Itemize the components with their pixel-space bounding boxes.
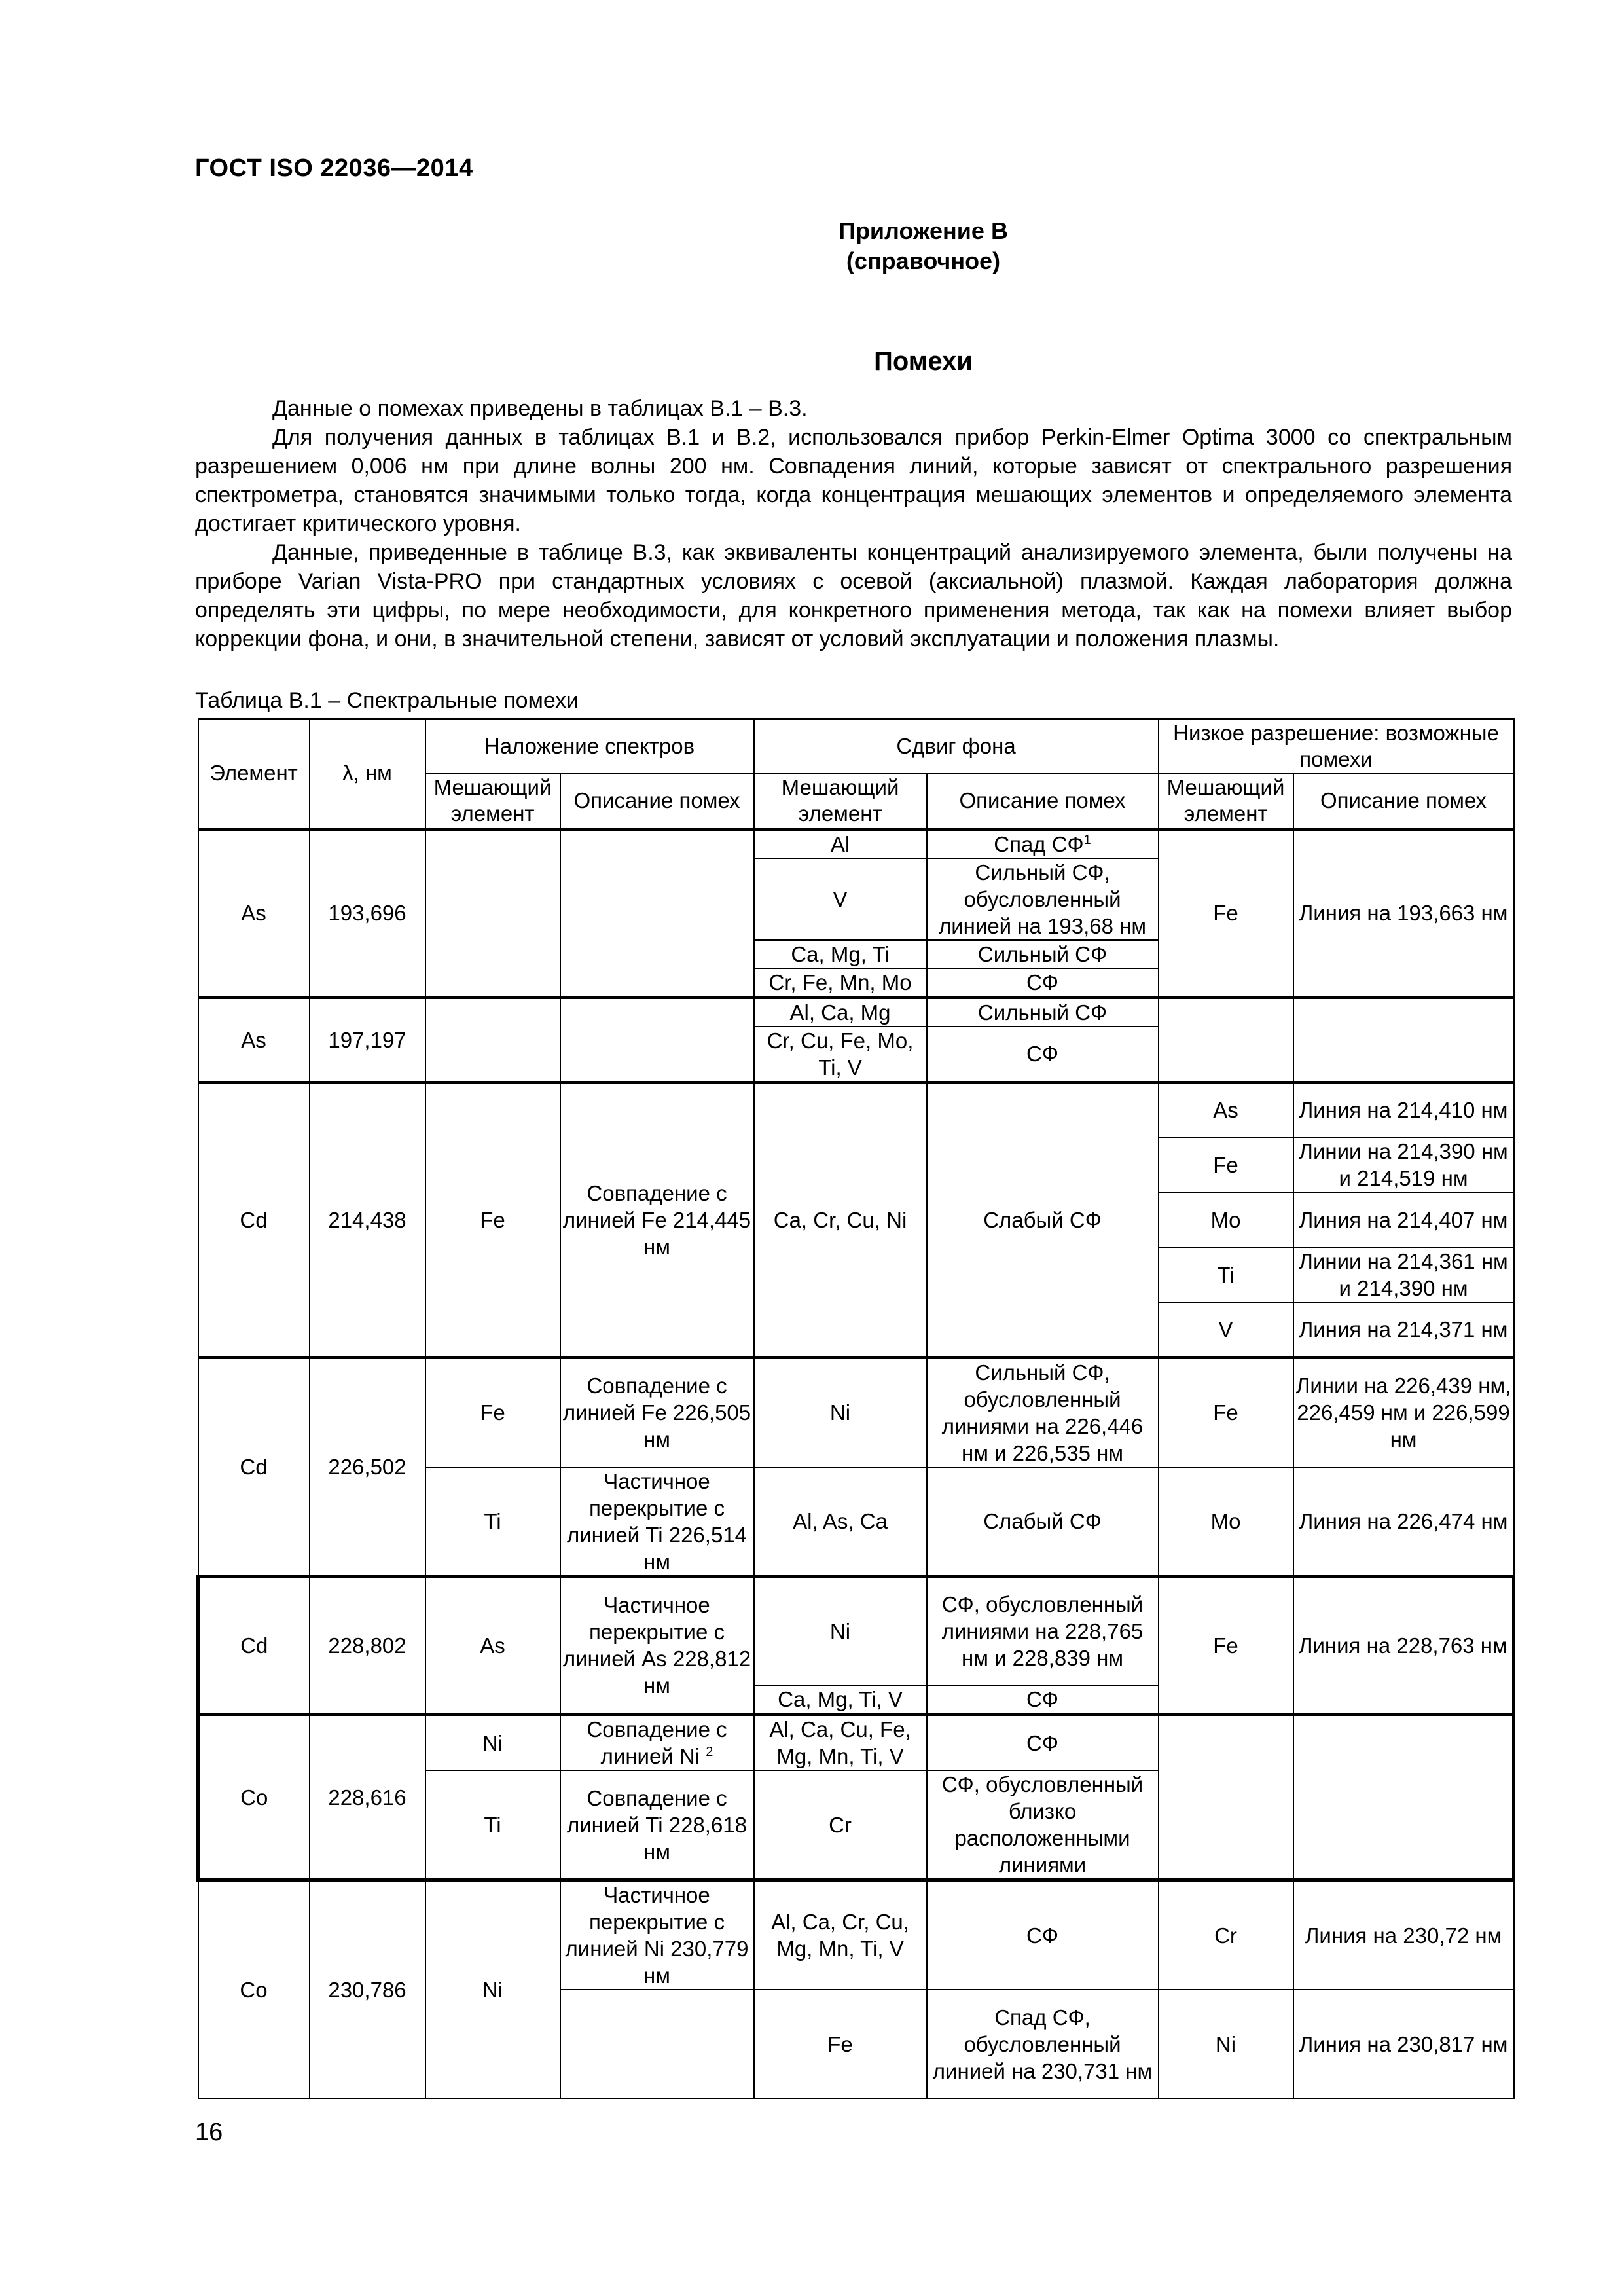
cell-bg-description: Слабый СФ: [927, 1082, 1159, 1357]
cell-lr-element: Ni: [1159, 1990, 1293, 2098]
cell-lr-element: Cr: [1159, 1880, 1293, 1990]
cell-element: As: [198, 829, 310, 997]
cell-bg-description: Спад СФ, обусловленный линией на 230,731 нм: [927, 1990, 1159, 2098]
cell-bg-element: Cr, Cu, Fe, Mo, Ti, V: [754, 1027, 927, 1083]
cell-element: Cd: [198, 1576, 310, 1715]
header-interfering: Мешающий элемент: [1159, 773, 1293, 829]
cell-overlap-element: Ni: [425, 1715, 560, 1771]
cell-overlap-element: Fe: [425, 1082, 560, 1357]
cell-overlap-description: Частичное перекрытие с линией Ti 226,514 нм: [560, 1467, 754, 1577]
cell-bg-element: Ca, Cr, Cu, Ni: [754, 1082, 927, 1357]
cell-overlap-element: [425, 829, 560, 997]
header-element: Элемент: [198, 719, 310, 829]
page-number: 16: [195, 2119, 223, 2146]
table-group-cd-228: [198, 1576, 1514, 1715]
table-group-co-230: [198, 1880, 1514, 2099]
header-description: Описание помех: [560, 773, 754, 829]
header-low-res: Низкое разрешение: возможные помехи: [1159, 719, 1514, 773]
cell-overlap-element: Ni: [425, 1880, 560, 2099]
cell-bg-element: Al, As, Ca: [754, 1467, 927, 1577]
cell-overlap-description: Совпадение с линией Fe 226,505 нм: [560, 1357, 754, 1467]
cell-bg-element: Al, Ca, Cr, Cu, Mg, Mn, Ti, V: [754, 1880, 927, 1990]
cell-lr-element: [1159, 997, 1293, 1082]
cell-bg-element: Cr: [754, 1770, 927, 1880]
cell-bg-element: Al, Ca, Mg: [754, 997, 927, 1027]
cell-lr-description: Линии на 214,390 нм и 214,519 нм: [1293, 1137, 1514, 1192]
cell-bg-description: Слабый СФ: [927, 1467, 1159, 1577]
cell-overlap-description: Частичное перекрытие с линией Ni 230,779 нм: [560, 1880, 754, 1990]
header-description: Описание помех: [1293, 773, 1514, 829]
paragraph: Данные о помехах приведены в таблицах В.1 – В.3.: [272, 396, 808, 421]
cell-element: Cd: [198, 1357, 310, 1576]
cell-bg-description: СФ: [927, 1880, 1159, 1990]
cell-element: Cd: [198, 1082, 310, 1357]
cell-lr-description: Линия на 228,763 нм: [1293, 1576, 1514, 1715]
section-title: Помехи: [874, 347, 973, 376]
cell-wavelength: 197,197: [310, 997, 425, 1082]
cell-lr-description: [1293, 1715, 1514, 1880]
spectral-interference-table: [196, 718, 1515, 2099]
cell-overlap-element: Fe: [425, 1357, 560, 1467]
cell-bg-element: V: [754, 858, 927, 940]
cell-bg-element: Al: [754, 829, 927, 858]
cell-lr-element: Ti: [1159, 1247, 1293, 1302]
cell-wavelength: 214,438: [310, 1082, 425, 1357]
paragraph: Для получения данных в таблицах В.1 и В.2, использовался прибор Perkin-Elmer Optima 3000 со спектральным разрешением 0,006 нм при длине волны 200 нм. Совпадения линий, которые зависят от спектрального разрешения спектрометра, становятся значимыми только тогда, когда концентрация мешающих элементов и определяемого элемента достигает критического уровня.: [195, 425, 1512, 536]
cell-overlap-description: Совпадение с линией Ti 228,618 нм: [560, 1770, 754, 1880]
cell-overlap-description: [560, 1990, 754, 2098]
table-group-as-193: [198, 829, 1514, 997]
cell-wavelength: 228,802: [310, 1576, 425, 1715]
appendix-type: (справочное): [846, 247, 1001, 274]
table-group-cd-226: [198, 1357, 1514, 1576]
cell-bg-description: Сильный СФ, обусловленный линией на 193,68 нм: [927, 858, 1159, 940]
cell-lr-description: Линия на 214,407 нм: [1293, 1192, 1514, 1247]
cell-lr-description: Линия на 214,371 нм: [1293, 1302, 1514, 1357]
header-overlap: Наложение спектров: [425, 719, 754, 773]
header-interfering: Мешающий элемент: [425, 773, 560, 829]
table-caption: Таблица В.1 – Спектральные помехи: [195, 688, 579, 713]
cell-overlap-element: As: [425, 1576, 560, 1715]
cell-lr-element: As: [1159, 1082, 1293, 1137]
cell-lr-description: Линии на 226,439 нм, 226,459 нм и 226,599 нм: [1293, 1357, 1514, 1467]
table-group-co-228: [198, 1715, 1514, 1880]
cell-wavelength: 230,786: [310, 1880, 425, 2099]
paragraph: Данные, приведенные в таблице В.3, как эквиваленты концентраций анализируемого элемента, были получены на приборе Varian Vista-PRO при стандартных условиях с осевой (аксиальной) плазмой. Каждая лаборатория должна определять эти цифры, по мере необходимости, для конкретного применения метода, так как на помехи влияет выбор коррекции фона, и они, в значительной степени, зависят от условий эксплуатации и положения плазмы.: [195, 540, 1512, 651]
cell-lr-description: Линия на 230,72 нм: [1293, 1880, 1514, 1990]
header-description: Описание помех: [927, 773, 1159, 829]
cell-overlap-description: [560, 997, 754, 1082]
header-bg-shift: Сдвиг фона: [754, 719, 1159, 773]
cell-element: Co: [198, 1715, 310, 1880]
footnote-mark: 1: [1083, 832, 1091, 847]
cell-bg-description: [927, 829, 1159, 858]
cell-wavelength: 193,696: [310, 829, 425, 997]
cell-bg-element: Ni: [754, 1357, 927, 1467]
cell-bg-element: Ca, Mg, Ti: [754, 940, 927, 968]
cell-lr-description: Линии на 214,361 нм и 214,390 нм: [1293, 1247, 1514, 1302]
cell-lr-description: [1293, 997, 1514, 1082]
header-interfering: Мешающий элемент: [754, 773, 927, 829]
cell-element: As: [198, 997, 310, 1082]
cell-lr-element: V: [1159, 1302, 1293, 1357]
cell-text: Спад СФ: [994, 831, 1084, 856]
cell-bg-element: Ca, Mg, Ti, V: [754, 1685, 927, 1715]
cell-overlap-description: Частичное перекрытие с линией As 228,812 нм: [560, 1576, 754, 1715]
document-code: ГОСТ ISO 22036—2014: [195, 155, 473, 182]
cell-overlap-description: [560, 829, 754, 997]
cell-bg-element: Al, Ca, Cu, Fe, Mg, Mn, Ti, V: [754, 1715, 927, 1771]
cell-lr-description: Линия на 214,410 нм: [1293, 1082, 1514, 1137]
cell-lr-element: Fe: [1159, 829, 1293, 997]
cell-bg-description: Сильный СФ: [927, 940, 1159, 968]
body-text: [195, 394, 1512, 653]
cell-text: Совпадение с линией Ni: [586, 1717, 727, 1768]
cell-lr-description: Линия на 230,817 нм: [1293, 1990, 1514, 2098]
cell-lr-element: Fe: [1159, 1576, 1293, 1715]
cell-bg-description: СФ: [927, 1715, 1159, 1771]
cell-bg-description: Сильный СФ: [927, 997, 1159, 1027]
cell-lr-description: Линия на 226,474 нм: [1293, 1467, 1514, 1577]
cell-bg-description: СФ: [927, 1027, 1159, 1083]
footnote-mark: 2: [706, 1745, 713, 1759]
cell-element: Co: [198, 1880, 310, 2099]
table-group-as-197: [198, 997, 1514, 1082]
cell-bg-element: Cr, Fe, Mn, Mo: [754, 968, 927, 998]
cell-overlap-element: Ti: [425, 1467, 560, 1577]
cell-overlap-description: [560, 1715, 754, 1771]
cell-lr-element: Mo: [1159, 1467, 1293, 1577]
cell-wavelength: 228,616: [310, 1715, 425, 1880]
cell-overlap-element: [425, 997, 560, 1082]
cell-overlap-description: Совпадение с линией Fe 214,445 нм: [560, 1082, 754, 1357]
cell-lr-element: Fe: [1159, 1357, 1293, 1467]
cell-overlap-element: Ti: [425, 1770, 560, 1880]
cell-lr-description: Линия на 193,663 нм: [1293, 829, 1514, 997]
cell-bg-description: СФ, обусловленный близко расположенными линиями: [927, 1770, 1159, 1880]
cell-lr-element: Mo: [1159, 1192, 1293, 1247]
header-wavelength: λ, нм: [310, 719, 425, 829]
cell-bg-description: СФ: [927, 968, 1159, 998]
appendix-label: Приложение В: [839, 217, 1008, 244]
cell-bg-description: СФ: [927, 1685, 1159, 1715]
cell-wavelength: 226,502: [310, 1357, 425, 1576]
table-group-cd-214: [198, 1082, 1514, 1357]
cell-lr-element: Fe: [1159, 1137, 1293, 1192]
cell-bg-element: Fe: [754, 1990, 927, 2098]
cell-bg-description: Сильный СФ, обусловленный линиями на 226,446 нм и 226,535 нм: [927, 1357, 1159, 1467]
cell-lr-element: [1159, 1715, 1293, 1880]
cell-bg-description: СФ, обусловленный линиями на 228,765 нм и 228,839 нм: [927, 1576, 1159, 1685]
cell-bg-element: Ni: [754, 1576, 927, 1685]
appendix-heading: [0, 216, 1624, 276]
